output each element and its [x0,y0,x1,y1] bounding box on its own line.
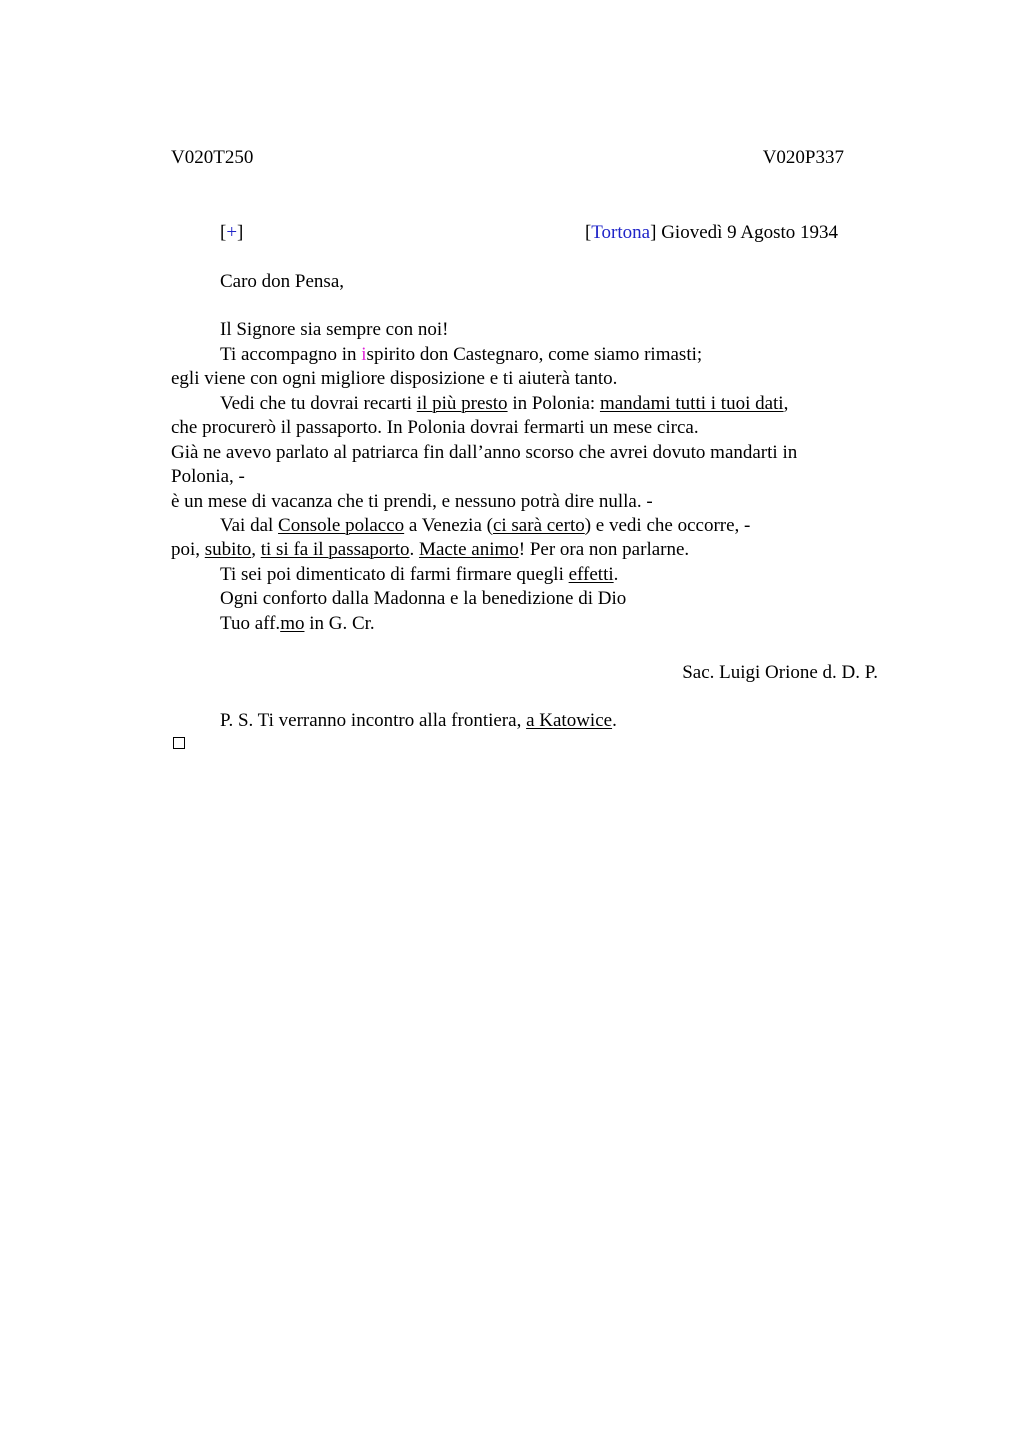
letter-line: Ti accompagno in ispirito don Castegnaro, come siamo rimasti; [220,344,703,365]
letter-line: poi, subito, ti si fa il passaporto. Macte animo! Per ora non parlarne. [171,539,690,560]
underlined-phrase: subito [204,539,252,560]
underlined-phrase: il più presto [416,393,508,414]
correction-mark: i [361,344,367,365]
volume-code-left: V020T250 [171,147,254,168]
letter-line: Il Signore sia sempre con noi! [220,319,449,340]
underlined-phrase: Console polacco [278,515,405,536]
checkbox-icon[interactable] [173,737,185,749]
volume-code-right: V020P337 [762,147,844,168]
letter-line: Polonia, - [171,466,245,487]
greeting: Caro don Pensa, [220,271,345,292]
letter-line: che procurerò il passaporto. In Polonia dovrai fermarti un mese circa. [171,417,699,438]
underlined-phrase: ti si fa il passaporto [260,539,410,560]
cross-marker: [+] [220,222,244,243]
closing-line: Tuo aff.mo in G. Cr. [220,613,375,634]
letter-line: Ogni conforto dalla Madonna e la benedizione di Dio [220,588,627,609]
underlined-phrase: a Katowice [526,710,613,731]
underlined-phrase: ci sarà certo [492,515,585,536]
letter-line: Vai dal Console polacco a Venezia (ci sarà certo) e vedi che occorre, - [220,515,751,536]
postscript: P. S. Ti verranno incontro alla frontiera, a Katowice. [220,710,617,731]
underlined-phrase: Macte animo [419,539,519,560]
date: Giovedì 9 Agosto 1934 [656,222,838,243]
letter-line: egli viene con ogni migliore disposizione e ti aiuterà tanto. [171,368,618,389]
underlined-phrase: mandami tutti i tuoi dati [599,393,784,414]
dateline: [Tortona] Giovedì 9 Agosto 1934 [584,222,838,243]
letter-line: Ti sei poi dimenticato di farmi firmare quegli effetti. [220,564,619,585]
letter-line: è un mese di vacanza che ti prendi, e nessuno potrà dire nulla. - [171,491,653,512]
place-name: Tortona [591,222,651,243]
letter-line: Già ne avevo parlato al patriarca fin dall’anno scorso che avrei dovuto mandarti in [171,442,798,463]
underlined-phrase: effetti [568,564,614,585]
signature: Sac. Luigi Orione d. D. P. [682,662,878,683]
letter-line: Vedi che tu dovrai recarti il più presto in Polonia: mandami tutti i tuoi dati, [220,393,789,414]
underlined-phrase: mo [280,613,305,634]
